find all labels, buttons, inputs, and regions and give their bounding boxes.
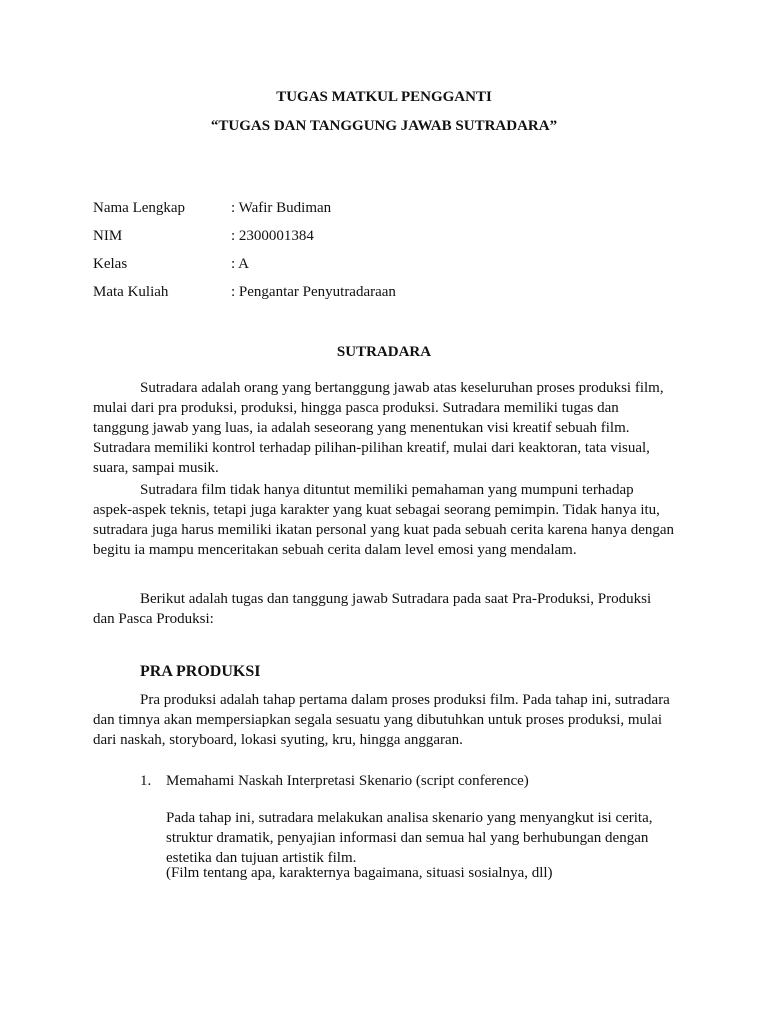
paragraph-pra-produksi: Pra produksi adalah tahap pertama dalam proses produksi film. Pada tahap ini, sutradara dan timnya akan mempersiapkan segala sesuatu yang dibutuhkan untuk proses produksi, mulai dari naskah, storyboard, lokasi syuting, kru, hingga anggaran. bbox=[93, 692, 670, 748]
info-label: NIM bbox=[93, 228, 123, 244]
section-heading-pra-produksi: PRA PRODUKSI bbox=[140, 663, 261, 680]
info-row-kelas bbox=[93, 254, 653, 282]
info-label: Kelas bbox=[93, 256, 128, 272]
section-heading-sutradara: SUTRADARA bbox=[336, 344, 432, 360]
info-label: Mata Kuliah bbox=[93, 284, 169, 300]
info-value: : Wafir Budiman bbox=[231, 200, 332, 216]
student-info bbox=[93, 198, 653, 310]
list-item-title: Memahami Naskah Interpretasi Skenario (script conference) bbox=[166, 773, 529, 789]
info-label: Nama Lengkap bbox=[93, 200, 186, 216]
info-value: : A bbox=[231, 256, 249, 272]
info-row-nim bbox=[93, 226, 653, 254]
paragraph-sutradara-3: Berikut adalah tugas dan tanggung jawab Sutradara pada saat Pra-Produksi, Produksi dan Pasca Produksi: bbox=[93, 591, 652, 627]
document-subtitle: “TUGAS DAN TANGGUNG JAWAB SUTRADARA” bbox=[210, 118, 558, 134]
document-title: TUGAS MATKUL PENGGANTI bbox=[276, 89, 492, 105]
paragraph-sutradara-2: Sutradara film tidak hanya dituntut memiliki pemahaman yang mumpuni terhadap aspek-aspek teknis, tetapi juga karakter yang kuat sebagai seorang pemimpin. Tidak hanya itu, sutradara juga harus memiliki ikatan personal yang kuat pada sebuah cerita karena hanya dengan begitu ia mampu menceritakan sebuah cerita dalam level emosi yang mendalam. bbox=[93, 482, 675, 558]
info-value: : Pengantar Penyutradaraan bbox=[231, 284, 396, 300]
paragraph-sutradara-1: Sutradara adalah orang yang bertanggung jawab atas keseluruhan proses produksi film, mulai dari pra produksi, produksi, hingga pasca produksi. Sutradara memiliki tugas dan tanggung jawab yang luas, ia adalah seseorang yang menentukan visi kreatif sebuah film. Sutradara memiliki kontrol terhadap pilihan-pilihan kreatif, mulai dari keaktoran, tata visual, suara, sampai musik. bbox=[93, 380, 664, 476]
list-number: 1. bbox=[140, 773, 152, 789]
info-row-mata-kuliah bbox=[93, 282, 653, 310]
info-row-name bbox=[93, 198, 653, 226]
list-item-body: Pada tahap ini, sutradara melakukan analisa skenario yang menyangkut isi cerita, struktur dramatik, penyajian informasi dan semua hal yang berhubungan dengan estetika dan tujuan artistik film. bbox=[166, 810, 653, 866]
list-item-note: (Film tentang apa, karakternya bagaimana, situasi sosialnya, dll) bbox=[166, 865, 553, 881]
info-value: : 2300001384 bbox=[231, 228, 314, 244]
